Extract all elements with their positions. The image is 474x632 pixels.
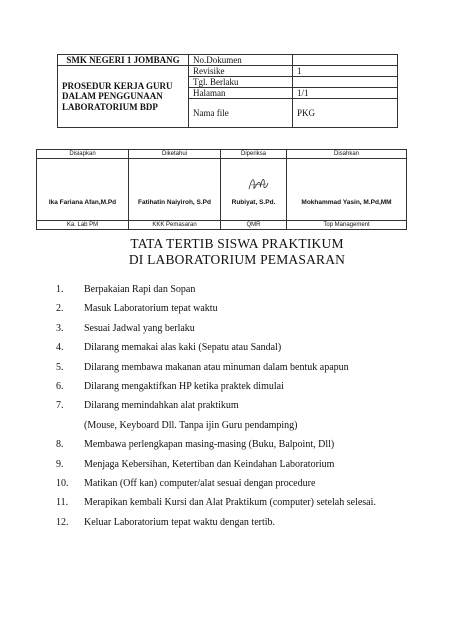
rule-item xyxy=(56,435,436,454)
rule-number: 12. xyxy=(56,516,69,528)
rule-text: Dilarang mengaktifkan HP ketika praktek dimulai xyxy=(84,380,284,392)
rule-item xyxy=(56,377,436,396)
field-value-revisike: 1 xyxy=(293,66,398,77)
rule-item xyxy=(56,299,436,318)
procedure-title: PROSEDUR KERJA GURU DALAM PENGGUNAAN LABORATORIUM BDP xyxy=(58,66,189,128)
position-diperiksa: QMR xyxy=(221,221,287,230)
rule-item xyxy=(56,338,436,357)
school-name: SMK NEGERI 1 JOMBANG xyxy=(58,55,189,66)
position-disahkan: Top Management xyxy=(287,221,407,230)
rule-number: 3. xyxy=(56,322,64,334)
rule-text: Menjaga Kebersihan, Ketertiban dan Keindahan Laboratorium xyxy=(84,458,335,470)
rule-text: Dilarang memindahkan alat praktikum xyxy=(84,400,239,412)
page-title-line-2: DI LABORATORIUM PEMASARAN xyxy=(128,252,346,267)
rule-number: 8. xyxy=(56,439,64,451)
approval-table xyxy=(36,149,407,230)
rules-list xyxy=(56,280,436,532)
field-value-tgl-berlaku xyxy=(293,77,398,88)
field-label-tgl-berlaku: Tgl. Berlaku xyxy=(189,77,293,88)
rule-item xyxy=(56,319,436,338)
rule-text: Merapikan kembali Kursi dan Alat Praktikum (computer) setelah selesai. xyxy=(84,497,376,509)
field-label-halaman: Halaman xyxy=(189,88,293,99)
rule-number: 7. xyxy=(56,400,64,412)
role-disiapkan: Disiapkan xyxy=(37,150,129,159)
rule-number: 5. xyxy=(56,361,64,373)
field-label-no-dokumen: No.Dokumen xyxy=(189,55,293,66)
rule-text: Keluar Laboratorium tepat waktu dengan tertib. xyxy=(84,516,276,528)
rule-number: 10. xyxy=(56,477,69,489)
field-label-revisike: Revisike xyxy=(189,66,293,77)
position-disiapkan: Ka. Lab PM xyxy=(37,221,129,230)
rule-item xyxy=(56,513,436,532)
field-label-nama-file: Nama file xyxy=(189,99,293,128)
name-disiapkan: Ika Fariana Afan,M.Pd xyxy=(37,159,129,221)
handwritten-signature xyxy=(246,173,270,195)
position-diketahui: KKK Pemasaran xyxy=(129,221,221,230)
rule-text: Dilarang membawa makanan atau minuman dalam bentuk apapun xyxy=(84,361,349,373)
rule-text: Membawa perlengkapan masing-masing (Buku, Balpoint, Dll) xyxy=(84,439,335,451)
field-value-halaman: 1/1 xyxy=(293,88,398,99)
rule-number: 6. xyxy=(56,380,64,392)
approval-name-row xyxy=(37,159,407,221)
rule-item xyxy=(56,280,436,299)
rule-number: 11. xyxy=(56,497,69,509)
rule-item xyxy=(56,455,436,474)
field-value-no-dokumen xyxy=(293,55,398,66)
document-header-table xyxy=(57,54,398,128)
name-disahkan: Mokhammad Yasin, M.Pd,MM xyxy=(287,159,407,221)
role-diperiksa: Diperiksa xyxy=(221,150,287,159)
role-diketahui: Diketahui xyxy=(129,150,221,159)
rule-item-note xyxy=(56,416,436,435)
rule-item xyxy=(56,396,436,415)
header-row-2 xyxy=(58,66,398,77)
name-diketahui: Fatihatin Naiyiroh, S.Pd xyxy=(129,159,221,221)
rule-number: 9. xyxy=(56,458,64,470)
name-diperiksa: Rubiyat, S.Pd. xyxy=(231,199,276,206)
approval-position-row xyxy=(37,221,407,230)
rule-text: Matikan (Off kan) computer/alat sesuai dengan procedure xyxy=(84,477,316,489)
rule-text: Berpakaian Rapi dan Sopan xyxy=(84,284,196,295)
rule-number: 2. xyxy=(56,303,64,315)
field-value-nama-file: PKG xyxy=(293,99,398,128)
rule-number: 4. xyxy=(56,342,64,354)
approval-role-row xyxy=(37,150,407,159)
role-disahkan: Disahkan xyxy=(287,150,407,159)
rule-text: (Mouse, Keyboard Dll. Tanpa ijin Guru pendamping) xyxy=(84,419,298,431)
rule-item xyxy=(56,493,436,512)
header-row-1 xyxy=(58,55,398,66)
rule-number: 1. xyxy=(56,284,64,295)
page-title-line-1: TATA TERTIB SISWA PRAKTIKUM xyxy=(130,236,344,251)
rule-text: Sesuai Jadwal yang berlaku xyxy=(84,322,195,334)
signature-cell-diperiksa xyxy=(221,159,287,221)
rule-item xyxy=(56,474,436,493)
rule-text: Masuk Laboratorium tepat waktu xyxy=(84,303,218,315)
rule-item xyxy=(56,358,436,377)
rule-text: Dilarang memakai alas kaki (Sepatu atau Sandal) xyxy=(84,342,282,354)
